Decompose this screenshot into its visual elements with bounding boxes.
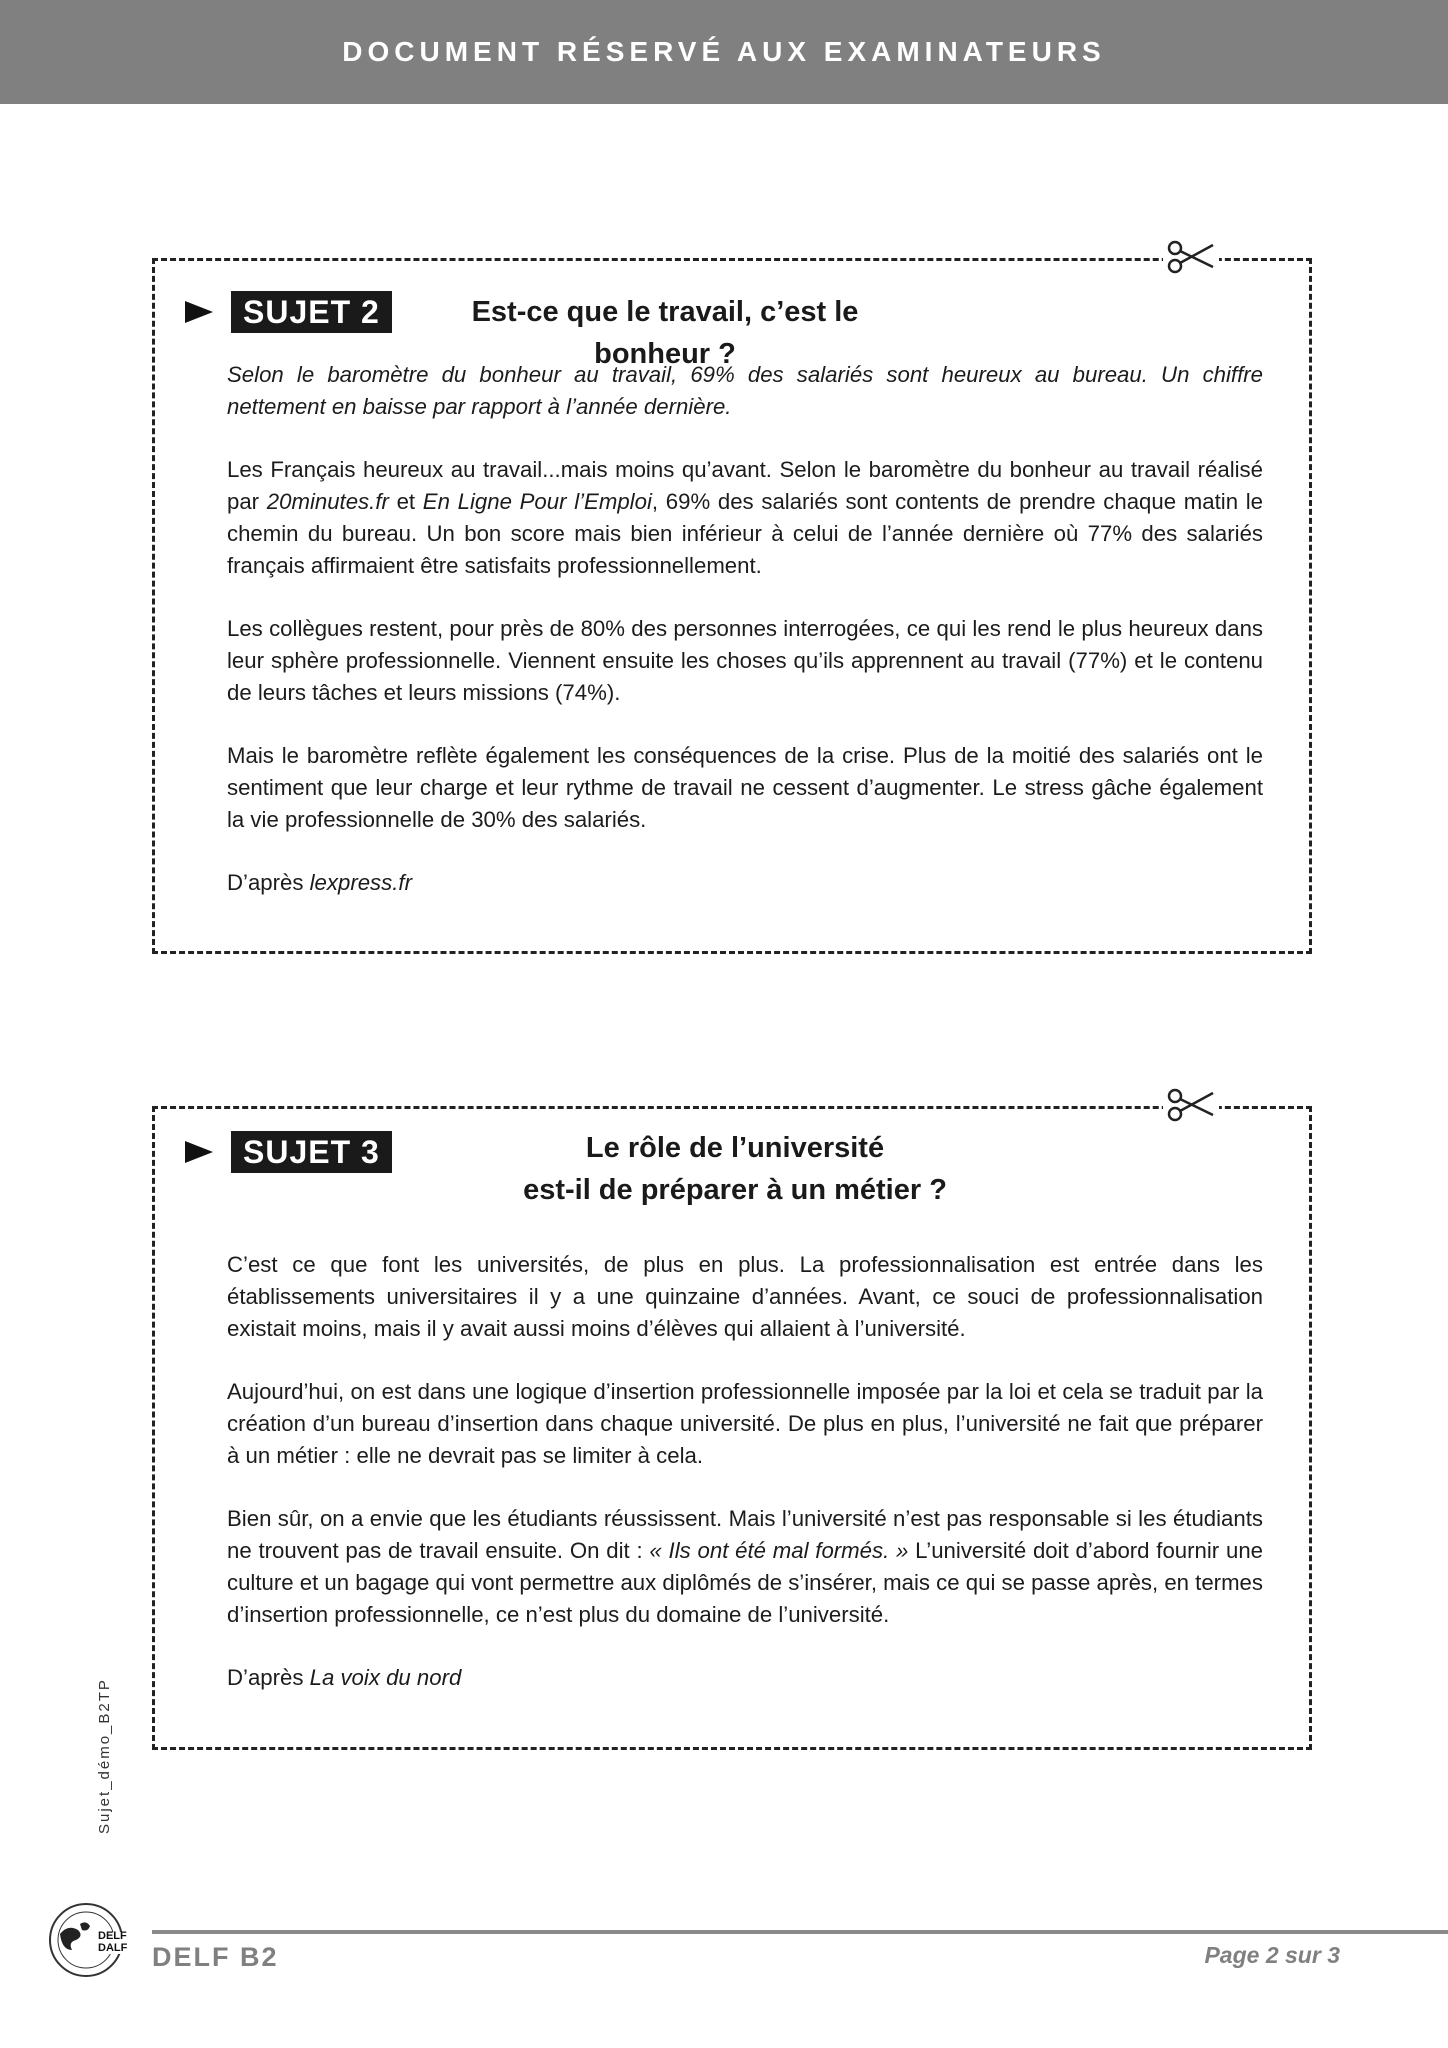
logo-text: DALF xyxy=(98,1942,128,1954)
quote: « Ils ont été mal formés. » xyxy=(649,1538,909,1563)
source-name: lexpress.fr xyxy=(309,870,412,895)
sujet-title: Est-ce que le travail, c’est le bonheur ? xyxy=(471,296,859,370)
side-document-code: Sujet_démo_B2TP xyxy=(96,1678,113,1834)
header-title: DOCUMENT RÉSERVÉ AUX EXAMINATEURS xyxy=(342,36,1106,67)
sujet-2-box xyxy=(152,258,1312,954)
sujet-3-box xyxy=(152,1106,1312,1750)
header-bar xyxy=(0,0,1448,104)
arrow-icon xyxy=(185,1141,213,1163)
paragraph-text: Bien sûr, on a envie que les étudiants réussissent. Mais l’université n’est pas responsable si les étudiants ne trouvent pas de travail ensuite. On dit : xyxy=(227,1506,1263,1563)
logo-text: DELF xyxy=(98,1930,127,1942)
source-site: En Ligne Pour l’Emploi xyxy=(422,489,652,514)
sujet-title xyxy=(495,1127,975,1211)
title-line: est-il de préparer à un métier ? xyxy=(523,1174,947,1206)
page-number: Page 2 sur 3 xyxy=(1204,1942,1340,1968)
source-name: La voix du nord xyxy=(309,1665,462,1690)
sujet-label: SUJET 2 xyxy=(231,291,392,333)
paragraph: C’est ce que font les universités, de plus en plus. La professionnalisation est entrée dans les établissements universitaires il y a une quinzaine d’années. Avant, ce souci de professionnalisation existait moins, mais il y avait aussi moins d’élèves qui allaient à l’université. xyxy=(227,1252,1263,1341)
paragraph xyxy=(227,454,1263,582)
scissors-icon xyxy=(1163,1087,1219,1123)
paragraph: Les collègues restent, pour près de 80% des personnes interrogées, ce qui les rend le plus heureux dans leur sphère professionnelle. Viennent ensuite les choses qu’ils apprennent au travail (77%) et le contenu de leurs tâches et leurs missions (74%). xyxy=(227,616,1263,705)
sujet-3-text xyxy=(227,1249,1263,1694)
paragraph xyxy=(227,1503,1263,1631)
paragraph-text: , 69% des salariés sont contents de prendre chaque matin le chemin du bureau. Un bon score mais bien inférieur à celui de l’année dernière où 77% des salariés français affirmaient être satisfaits professionnellement. xyxy=(227,489,1264,578)
scissors-icon xyxy=(1163,239,1219,275)
paragraph: Aujourd’hui, on est dans une logique d’insertion professionnelle imposée par la loi et cela se traduit par la création d’un bureau d’insertion dans chaque université. De plus en plus, l’université ne fait que préparer à un métier : elle ne devrait pas se limiter à cela. xyxy=(227,1379,1263,1468)
footer-rule xyxy=(152,1930,1448,1934)
footer-exam-name: DELF B2 xyxy=(152,1942,279,1972)
source-prefix: D’après xyxy=(227,870,310,895)
sujet-2-text xyxy=(227,359,1263,899)
sujet-label: SUJET 3 xyxy=(231,1131,392,1173)
delf-dalf-logo xyxy=(46,1900,138,1980)
source-site: 20minutes.fr xyxy=(266,489,389,514)
paragraph: Mais le baromètre reflète également les conséquences de la crise. Plus de la moitié des salariés ont le sentiment que leur charge et leur rythme de travail ne cessent d’augmenter. Le stress gâche également la vie professionnelle de 30% des salariés. xyxy=(227,743,1263,832)
paragraph-text: et xyxy=(388,489,423,514)
lead-paragraph: Selon le baromètre du bonheur au travail, 69% des salariés sont heureux au bureau. Un chiffre nettement en baisse par rapport à l’année dernière. xyxy=(227,362,1263,419)
paragraph-text: Les Français heureux au travail...mais moins qu’avant. Selon le baromètre du bonheur au travail réalisé par xyxy=(227,457,1263,514)
arrow-icon xyxy=(185,301,213,323)
title-line: Le rôle de l’université xyxy=(585,1132,885,1164)
source-line xyxy=(227,1662,1263,1694)
paragraph-text: L’université doit d’abord fournir une culture et un bagage qui vont permettre aux diplômés de s’insérer, mais ce qui se passe après, en termes d’insertion professionnelle, ce n’est plus du domaine de l’université. xyxy=(227,1538,1263,1627)
source-line xyxy=(227,867,1263,899)
source-prefix: D’après xyxy=(227,1665,310,1690)
